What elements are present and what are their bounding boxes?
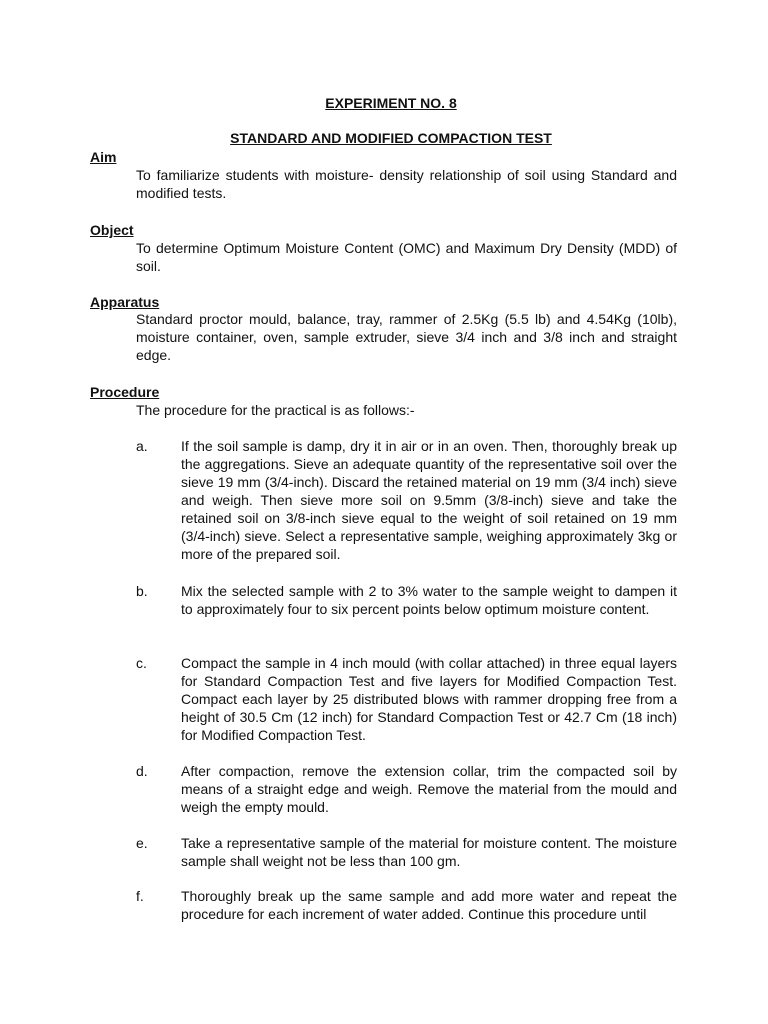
- experiment-title: EXPERIMENT NO. 8: [325, 95, 457, 111]
- step-e-text: Take a representative sample of the material for moisture content. The moisture sample shall weight not be less than 100 gm.: [181, 835, 677, 869]
- step-e-letter: e.: [136, 835, 148, 851]
- object-text: To determine Optimum Moisture Content (OMC) and Maximum Dry Density (MDD) of soil.: [136, 240, 677, 274]
- procedure-heading: Procedure: [90, 384, 160, 400]
- step-f-text: Thoroughly break up the same sample and add more water and repeat the procedure for each increment of water added. Continue this procedure until: [181, 888, 677, 922]
- step-f-letter: f.: [136, 888, 144, 904]
- step-a-letter: a.: [136, 438, 148, 454]
- step-b-text: Mix the selected sample with 2 to 3% water to the sample weight to dampen it to approximately four to six percent points below optimum moisture content.: [181, 583, 677, 617]
- step-a-text: If the soil sample is damp, dry it in air or in an oven. Then, thoroughly break up the aggregations. Sieve an adequate quantity of the representative soil over the sieve 19 mm (3/4-inch). Discard the retained material on 19 mm (3/4 inch) sieve and weigh. Then sieve more soil on 9.5mm (3/8-inch) sieve and take the retained soil on 3/8-inch sieve equal to the weight of soil retained on 19 mm (3/4-inch) sieve. Select a representative sample, weighing approximately 3kg or more of the prepared soil.: [181, 438, 677, 562]
- step-c-text: Compact the sample in 4 inch mould (with collar attached) in three equal layers for Standard Compaction Test and five layers for Modified Compaction Test. Compact each layer by 25 distributed blows with rammer dropping free from a height of 30.5 Cm (12 inch) for Standard Compaction Test or 42.7 Cm (18 inch) for Modified Compaction Test.: [181, 655, 677, 743]
- step-d-letter: d.: [136, 763, 148, 779]
- aim-heading: Aim: [90, 149, 117, 165]
- step-c-letter: c.: [136, 655, 147, 671]
- apparatus-text: Standard proctor mould, balance, tray, rammer of 2.5Kg (5.5 lb) and 4.54Kg (10lb), moisture container, oven, sample extruder, sieve 3/4 inch and 3/8 inch and straight edge.: [136, 311, 677, 363]
- aim-text: To familiarize students with moisture- density relationship of soil using Standard and modified tests.: [136, 167, 677, 201]
- step-b-letter: b.: [136, 583, 148, 599]
- procedure-intro: The procedure for the practical is as follows:-: [136, 402, 415, 418]
- test-title: STANDARD AND MODIFIED COMPACTION TEST: [230, 130, 552, 146]
- step-d-text: After compaction, remove the extension collar, trim the compacted soil by means of a straight edge and weigh. Remove the material from the mould and weigh the empty mould.: [181, 763, 677, 815]
- object-heading: Object: [90, 222, 134, 238]
- apparatus-heading: Apparatus: [90, 294, 160, 310]
